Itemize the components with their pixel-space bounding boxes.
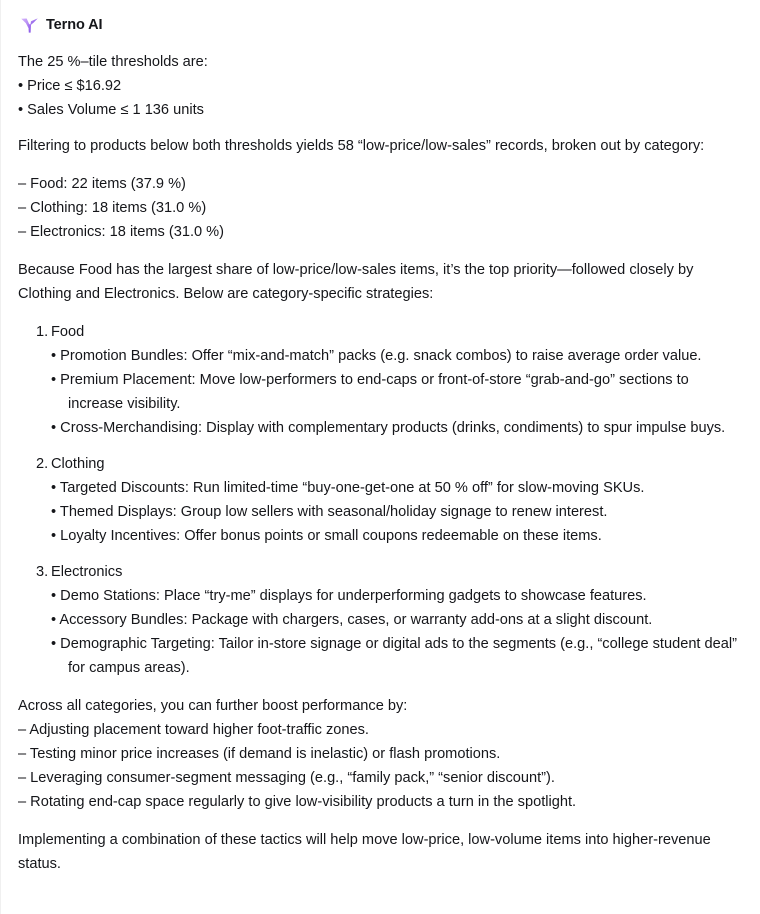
strategy-list [18,320,742,680]
strategy-item-clothing [18,452,742,548]
category-breakdown-group [18,172,742,244]
tactic-item: • Promotion Bundles: Offer “mix-and-match” packs (e.g. snack combos) to raise average order value. [51,348,702,364]
brand-name-label: Terno AI [46,16,103,33]
category-breakdown-electronics: – Electronics: 18 items (31.0 %) [18,224,225,240]
tactic-item: • Loyalty Incentives: Offer bonus points or small coupons redeemable on these items. [51,528,602,544]
category-breakdown-food: – Food: 22 items (37.9 %) [18,176,186,192]
strategy-item-food [18,320,742,440]
assistant-brand-header [20,14,742,36]
cross-category-item: – Leveraging consumer-segment messaging (e.g., “family pack,” “senior discount”). [18,770,555,786]
cross-category-item: – Testing minor price increases (if demand is inelastic) or flash promotions. [18,746,501,762]
closing-paragraph: Implementing a combination of these tactics will help move low-price, low-volume items into higher-revenue status. [18,832,711,872]
tactic-item: • Demo Stations: Place “try-me” displays for underperforming gadgets to showcase features. [51,588,647,604]
tactic-list [51,344,742,440]
tactic-item: • Cross-Merchandising: Display with complementary products (drinks, condiments) to spur impulse buys. [51,420,726,436]
threshold-item-price: • Price ≤ $16.92 [18,78,122,94]
strategy-title: Food [51,324,85,340]
filter-paragraph: Filtering to products below both thresholds yields 58 “low-price/low-sales” records, broken out by category: [18,138,705,154]
category-breakdown-clothing: – Clothing: 18 items (31.0 %) [18,200,207,216]
terno-bird-logo-icon [20,16,39,35]
tactic-list [51,584,742,680]
strategy-item-electronics [18,560,742,680]
strategy-title: Electronics [51,564,123,580]
strategy-title: Clothing [51,456,105,472]
tactic-item: • Targeted Discounts: Run limited-time “buy-one-get-one at 50 % off” for slow-moving SKUs. [51,480,645,496]
tactic-item: • Demographic Targeting: Tailor in-store signage or digital ads to the segments (e.g., “college student deal” for campus areas). [51,636,737,676]
cross-category-intro: Across all categories, you can further boost performance by: [18,698,408,714]
tactic-item: • Accessory Bundles: Package with chargers, cases, or warranty add-ons at a slight discount. [51,612,653,628]
cross-category-group [18,694,742,814]
tactic-item: • Themed Displays: Group low sellers with seasonal/holiday signage to renew interest. [51,504,608,520]
thresholds-intro: The 25 %–tile thresholds are: [18,54,208,70]
left-edge-rule [0,0,1,914]
cross-category-item: – Rotating end-cap space regularly to give low-visibility products a turn in the spotlight. [18,794,577,810]
tactic-list [51,476,742,548]
thresholds-group [18,50,742,122]
tactic-item: • Premium Placement: Move low-performers to end-caps or front-of-store “grab-and-go” sections to increase visibility. [51,372,689,412]
cross-category-item: – Adjusting placement toward higher foot-traffic zones. [18,722,369,738]
priority-paragraph: Because Food has the largest share of low-price/low-sales items, it’s the top priority—followed closely by Clothing and Electronics. Below are category-specific strategies: [18,262,694,302]
threshold-item-sales-volume: • Sales Volume ≤ 1 136 units [18,102,204,118]
